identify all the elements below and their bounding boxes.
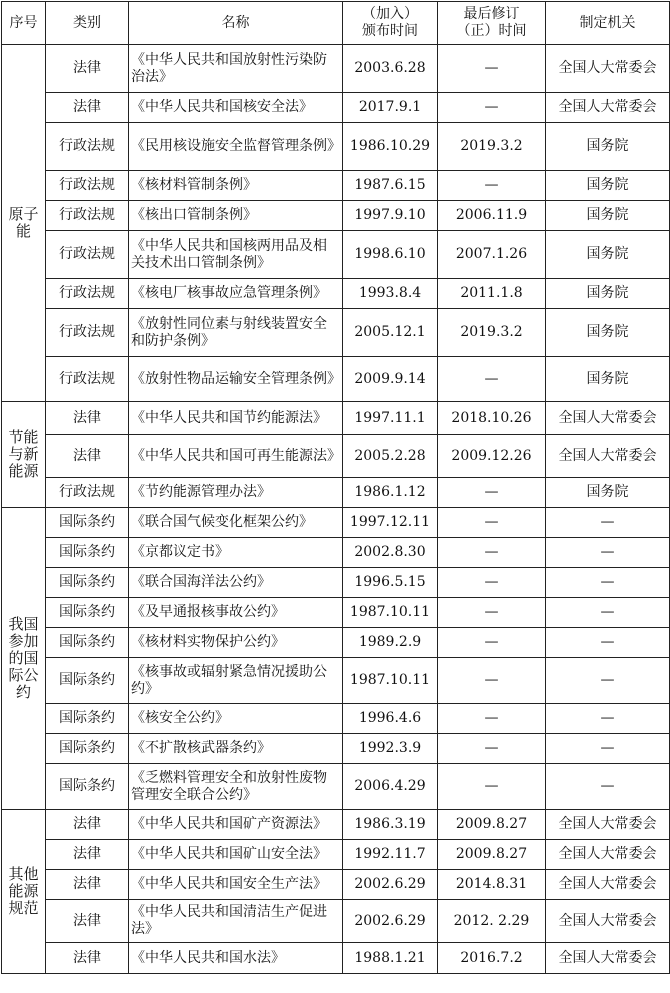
group-label-text: 其他能源规范 bbox=[8, 865, 39, 917]
cell-revision: — bbox=[438, 628, 546, 658]
cell-revision: 2007.1.26 bbox=[438, 231, 546, 279]
cell-type: 国际条约 bbox=[46, 628, 129, 658]
cell-type: 法律 bbox=[46, 93, 129, 123]
cell-name: 《核安全公约》 bbox=[129, 704, 343, 734]
cell-org: — bbox=[546, 764, 670, 810]
header-date-line1: （加入） bbox=[362, 6, 418, 22]
cell-date: 1986.3.19 bbox=[343, 810, 438, 840]
table-row bbox=[2, 231, 670, 279]
cell-org: 全国人大常委会 bbox=[546, 435, 670, 478]
table-row bbox=[2, 508, 670, 538]
cell-name: 《中华人民共和国放射性污染防治法》 bbox=[129, 45, 343, 93]
cell-revision: — bbox=[438, 93, 546, 123]
cell-org: 国务院 bbox=[546, 201, 670, 231]
group-label-text: 节能与新能源 bbox=[8, 428, 39, 480]
cell-date: 1993.8.4 bbox=[343, 279, 438, 309]
cell-date: 2005.12.1 bbox=[343, 309, 438, 357]
cell-date: 2017.9.1 bbox=[343, 93, 438, 123]
cell-revision: 2019.3.2 bbox=[438, 123, 546, 171]
cell-org: 国务院 bbox=[546, 478, 670, 508]
cell-revision: 2016.7.2 bbox=[438, 943, 546, 974]
cell-date: 1996.5.15 bbox=[343, 568, 438, 598]
header-org: 制定机关 bbox=[546, 2, 670, 45]
cell-org: 国务院 bbox=[546, 231, 670, 279]
cell-revision: — bbox=[438, 171, 546, 201]
cell-org: 国务院 bbox=[546, 309, 670, 357]
cell-revision: 2014.8.31 bbox=[438, 870, 546, 900]
cell-type: 行政法规 bbox=[46, 357, 129, 402]
cell-type: 法律 bbox=[46, 943, 129, 974]
cell-date: 1986.10.29 bbox=[343, 123, 438, 171]
cell-type: 国际条约 bbox=[46, 704, 129, 734]
group-label bbox=[2, 45, 46, 402]
cell-name: 《中华人民共和国安全生产法》 bbox=[129, 870, 343, 900]
table-row bbox=[2, 357, 670, 402]
header-name: 名称 bbox=[129, 2, 343, 45]
cell-date: 2002.6.29 bbox=[343, 870, 438, 900]
cell-type: 法律 bbox=[46, 840, 129, 870]
cell-type: 国际条约 bbox=[46, 764, 129, 810]
cell-revision: 2012. 2.29 bbox=[438, 900, 546, 943]
cell-name: 《京都议定书》 bbox=[129, 538, 343, 568]
cell-name: 《核电厂核事故应急管理条例》 bbox=[129, 279, 343, 309]
header-date bbox=[343, 2, 438, 45]
cell-org: 国务院 bbox=[546, 123, 670, 171]
cell-org: 国务院 bbox=[546, 357, 670, 402]
cell-type: 法律 bbox=[46, 45, 129, 93]
cell-org: 全国人大常委会 bbox=[546, 943, 670, 974]
cell-name: 《乏燃料管理安全和放射性废物管理安全联合公约》 bbox=[129, 764, 343, 810]
cell-org: — bbox=[546, 538, 670, 568]
cell-revision: 2019.3.2 bbox=[438, 309, 546, 357]
cell-name: 《中华人民共和国矿山安全法》 bbox=[129, 840, 343, 870]
cell-name: 《放射性物品运输安全管理条例》 bbox=[129, 357, 343, 402]
table-row bbox=[2, 764, 670, 810]
cell-date: 2002.8.30 bbox=[343, 538, 438, 568]
cell-type: 国际条约 bbox=[46, 538, 129, 568]
cell-type: 行政法规 bbox=[46, 171, 129, 201]
cell-org: 全国人大常委会 bbox=[546, 900, 670, 943]
cell-org: 国务院 bbox=[546, 171, 670, 201]
cell-date: 2006.4.29 bbox=[343, 764, 438, 810]
cell-org: 全国人大常委会 bbox=[546, 810, 670, 840]
cell-org: — bbox=[546, 628, 670, 658]
header-type: 类别 bbox=[46, 2, 129, 45]
table-row bbox=[2, 538, 670, 568]
table-row bbox=[2, 810, 670, 840]
group-label-text: 原子能 bbox=[8, 205, 39, 240]
cell-name: 《中华人民共和国矿产资源法》 bbox=[129, 810, 343, 840]
cell-type: 法律 bbox=[46, 810, 129, 840]
cell-name: 《核出口管制条例》 bbox=[129, 201, 343, 231]
cell-date: 1987.10.11 bbox=[343, 598, 438, 628]
cell-org: — bbox=[546, 658, 670, 704]
header-date-line2: 颁布时间 bbox=[362, 23, 418, 39]
table-row bbox=[2, 568, 670, 598]
cell-date: 1992.3.9 bbox=[343, 734, 438, 764]
cell-revision: — bbox=[438, 538, 546, 568]
cell-revision: 2018.10.26 bbox=[438, 402, 546, 435]
cell-date: 2009.9.14 bbox=[343, 357, 438, 402]
table-row bbox=[2, 171, 670, 201]
cell-revision: 2009.8.27 bbox=[438, 810, 546, 840]
cell-type: 法律 bbox=[46, 402, 129, 435]
cell-org: — bbox=[546, 734, 670, 764]
cell-type: 行政法规 bbox=[46, 478, 129, 508]
cell-org: 全国人大常委会 bbox=[546, 402, 670, 435]
table-row bbox=[2, 435, 670, 478]
cell-type: 法律 bbox=[46, 870, 129, 900]
cell-name: 《核材料管制条例》 bbox=[129, 171, 343, 201]
cell-date: 1987.10.11 bbox=[343, 658, 438, 704]
cell-org: 国务院 bbox=[546, 279, 670, 309]
cell-date: 1997.11.1 bbox=[343, 402, 438, 435]
cell-type: 国际条约 bbox=[46, 658, 129, 704]
cell-type: 行政法规 bbox=[46, 201, 129, 231]
cell-name: 《中华人民共和国可再生能源法》 bbox=[129, 435, 343, 478]
group-label-text: 我国参加的国际公约 bbox=[8, 615, 39, 701]
cell-date: 1989.2.9 bbox=[343, 628, 438, 658]
table-row bbox=[2, 658, 670, 704]
cell-org: — bbox=[546, 508, 670, 538]
cell-revision: — bbox=[438, 357, 546, 402]
cell-date: 2002.6.29 bbox=[343, 900, 438, 943]
cell-revision: — bbox=[438, 598, 546, 628]
cell-name: 《中华人民共和国节约能源法》 bbox=[129, 402, 343, 435]
cell-org: 全国人大常委会 bbox=[546, 840, 670, 870]
cell-date: 1997.12.11 bbox=[343, 508, 438, 538]
cell-type: 法律 bbox=[46, 900, 129, 943]
cell-org: 全国人大常委会 bbox=[546, 870, 670, 900]
cell-name: 《节约能源管理办法》 bbox=[129, 478, 343, 508]
cell-revision: — bbox=[438, 704, 546, 734]
cell-date: 1992.11.7 bbox=[343, 840, 438, 870]
table-row bbox=[2, 628, 670, 658]
table-row bbox=[2, 402, 670, 435]
cell-revision: 2011.1.8 bbox=[438, 279, 546, 309]
cell-type: 行政法规 bbox=[46, 309, 129, 357]
cell-date: 1997.9.10 bbox=[343, 201, 438, 231]
table-row bbox=[2, 704, 670, 734]
cell-name: 《中华人民共和国核安全法》 bbox=[129, 93, 343, 123]
cell-revision: 2006.11.9 bbox=[438, 201, 546, 231]
table-body bbox=[2, 45, 670, 974]
cell-name: 《联合国气候变化框架公约》 bbox=[129, 508, 343, 538]
cell-revision: — bbox=[438, 45, 546, 93]
cell-revision: — bbox=[438, 568, 546, 598]
cell-date: 1996.4.6 bbox=[343, 704, 438, 734]
cell-name: 《民用核设施安全监督管理条例》 bbox=[129, 123, 343, 171]
cell-name: 《放射性同位素与射线装置安全和防护条例》 bbox=[129, 309, 343, 357]
table-row bbox=[2, 943, 670, 974]
cell-revision: — bbox=[438, 658, 546, 704]
cell-type: 行政法规 bbox=[46, 123, 129, 171]
table-row bbox=[2, 900, 670, 943]
cell-revision: — bbox=[438, 734, 546, 764]
cell-org: 全国人大常委会 bbox=[546, 93, 670, 123]
table-row bbox=[2, 598, 670, 628]
cell-revision: 2009.8.27 bbox=[438, 840, 546, 870]
cell-date: 1986.1.12 bbox=[343, 478, 438, 508]
cell-type: 国际条约 bbox=[46, 734, 129, 764]
cell-name: 《不扩散核武器条约》 bbox=[129, 734, 343, 764]
group-label bbox=[2, 508, 46, 810]
cell-name: 《中华人民共和国核两用品及相关技术出口管制条例》 bbox=[129, 231, 343, 279]
cell-type: 国际条约 bbox=[46, 508, 129, 538]
header-row bbox=[2, 2, 670, 45]
cell-name: 《核事故或辐射紧急情况援助公约》 bbox=[129, 658, 343, 704]
regulations-table bbox=[1, 1, 670, 974]
table-row bbox=[2, 840, 670, 870]
cell-name: 《中华人民共和国水法》 bbox=[129, 943, 343, 974]
table-row bbox=[2, 279, 670, 309]
table-row bbox=[2, 870, 670, 900]
cell-name: 《联合国海洋法公约》 bbox=[129, 568, 343, 598]
cell-org: 全国人大常委会 bbox=[546, 45, 670, 93]
table-row bbox=[2, 478, 670, 508]
cell-date: 1987.6.15 bbox=[343, 171, 438, 201]
cell-revision: — bbox=[438, 764, 546, 810]
cell-revision: 2009.12.26 bbox=[438, 435, 546, 478]
cell-name: 《核材料实物保护公约》 bbox=[129, 628, 343, 658]
cell-org: — bbox=[546, 598, 670, 628]
header-revision-line2: （正）时间 bbox=[456, 23, 527, 39]
cell-revision: — bbox=[438, 508, 546, 538]
cell-type: 行政法规 bbox=[46, 279, 129, 309]
table-row bbox=[2, 734, 670, 764]
table-row bbox=[2, 309, 670, 357]
cell-date: 2005.2.28 bbox=[343, 435, 438, 478]
cell-type: 法律 bbox=[46, 435, 129, 478]
table-row bbox=[2, 123, 670, 171]
group-label bbox=[2, 402, 46, 508]
cell-type: 行政法规 bbox=[46, 231, 129, 279]
cell-type: 国际条约 bbox=[46, 568, 129, 598]
cell-date: 1998.6.10 bbox=[343, 231, 438, 279]
cell-name: 《及早通报核事故公约》 bbox=[129, 598, 343, 628]
cell-name: 《中华人民共和国清洁生产促进法》 bbox=[129, 900, 343, 943]
table-row bbox=[2, 93, 670, 123]
cell-date: 1988.1.21 bbox=[343, 943, 438, 974]
cell-date: 2003.6.28 bbox=[343, 45, 438, 93]
header-revision bbox=[438, 2, 546, 45]
cell-org: — bbox=[546, 568, 670, 598]
table-row bbox=[2, 45, 670, 93]
header-revision-line1: 最后修订 bbox=[463, 6, 520, 22]
group-label bbox=[2, 810, 46, 974]
cell-type: 国际条约 bbox=[46, 598, 129, 628]
cell-revision: — bbox=[438, 478, 546, 508]
cell-org: — bbox=[546, 704, 670, 734]
header-seq: 序号 bbox=[2, 2, 46, 45]
table-row bbox=[2, 201, 670, 231]
